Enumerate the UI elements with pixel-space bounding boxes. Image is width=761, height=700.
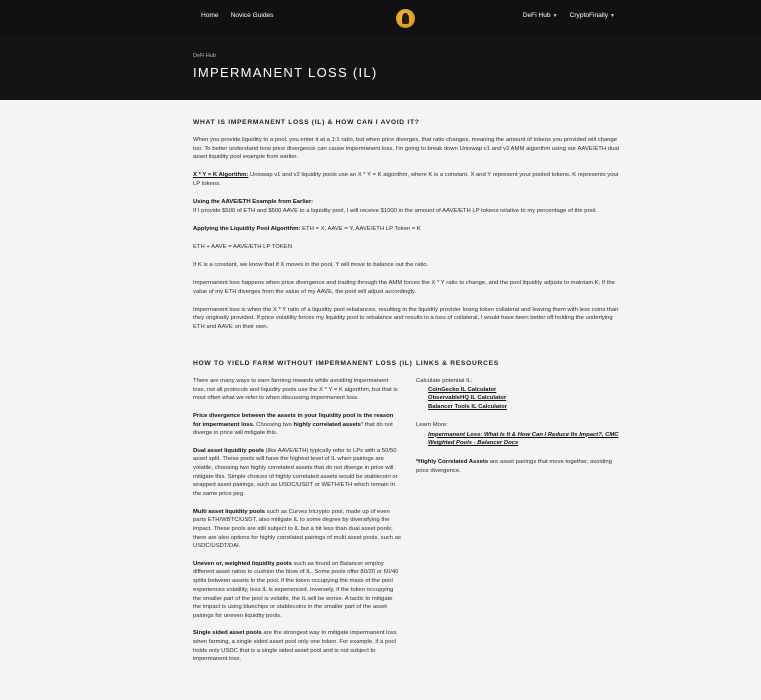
divergence-bold: Price divergence between the assets in your liquidity pool is the reason for impermanent loss. (193, 412, 394, 428)
weighted-text: such as found on Balancer employ different asset ratios to cushion the blow of IL. Some pools offer 80/20 or 60/40 splits between assets in the pool, if the token occupying the mass of the pool experiences volatility, less IL is experienced. Inversely, if the token occupying the smaller part of the pool is volatile, the IL will be worse. A tactic to mitigate the impact is using bluechips or stablecoins in the smaller part of the asset pairings for uneven liquidity pools. (193, 560, 399, 619)
coingecko-calculator-link[interactable]: CoinGecko IL Calculator (428, 386, 497, 393)
nav-defi-hub-label: DeFi Hub (522, 12, 551, 19)
example-label: Using the AAVE/ETH Example from Earlier: (193, 199, 314, 206)
footnote-bold: *Highly Correlated Assets (416, 458, 489, 465)
page-hero (0, 36, 761, 100)
chevron-down-icon: ▼ (552, 13, 558, 19)
ways-paragraph: There are many ways to earn farming rewards while avoiding impermanent loss, not all protocols and liquidity pools use the X * Y = K algorithm, but that is most often what we refer to when discussing impermanent loss. (193, 378, 398, 402)
section-heading-what-is-il: WHAT IS IMPERMANENT LOSS (IL) & HOW CAN I AVOID IT? (193, 119, 420, 126)
cmc-article-link[interactable]: Impermanent Loss: What Is It & How Can I Reduce Its Impact?, CMC (428, 431, 619, 438)
single-sided-paragraph (193, 629, 401, 664)
list-item (428, 386, 621, 395)
calc-label: Calculate potential IL: (416, 378, 473, 384)
multi-asset-text: such as Curves tricrypto pool, made up of even parts ETH/WBTC/USDT, also mitigate IL to some degree by diversifying the impact. These pools are still subject to IL but a bit less than dual asset pools; there are also options for highly correlated pairings of multi asset pools, such as USDC/USDT/DAI. (193, 508, 401, 550)
constant-paragraph: If K is a constant, we know that if X moves in the pool, Y will move to balance out the ratio. (193, 261, 429, 268)
algorithm-text: Uniswap v1 and v2 liquidity pools use an X * Y = K algorithm, where K is a constant. X and Y represent your pooled tokens. K represents your LP tokens. (193, 172, 619, 188)
nav-novice-guides-link[interactable]: Novice Guides (230, 12, 274, 19)
balancer-docs-link[interactable]: Weighted Pools - Balancer Docs (428, 440, 519, 447)
list-item (428, 394, 621, 403)
section-heading-links: LINKS & RESOURCES (416, 360, 499, 367)
observablehq-calculator-link[interactable]: ObservableHQ IL Calculator (428, 395, 507, 402)
intro-paragraph: When you provide liquidity to a pool, you enter it at a 1:1 ratio, but when price diverges, that ratio changes, meaning the amount of tokens you provided will change too. To better understand how price divergence can cause impermanent loss, I'm going to break down Uniswap v1 and v2 AMM algorithm using our AAVE/ETH dual asset liquidity pool example from earlier. (193, 137, 619, 161)
calculator-list (416, 386, 621, 412)
dual-asset-bold: Dual asset liquidity pools (193, 447, 265, 454)
breadcrumb[interactable]: DeFi Hub (193, 53, 216, 59)
logo-figure-icon (402, 13, 409, 24)
main-article (193, 118, 621, 341)
nav-left (201, 12, 273, 19)
nav-right (523, 12, 615, 19)
example-paragraph (193, 198, 621, 215)
equation-paragraph: ETH + AAVE = AAVE/ETH LP TOKEN (193, 243, 292, 250)
chevron-down-icon: ▼ (610, 13, 615, 19)
links-resources-column (416, 359, 621, 485)
weighted-bold: Uneven or, weighted liquidity pools (193, 560, 292, 567)
list-item (428, 431, 621, 440)
nav-cryptofinally-label: CryptoFinally (569, 12, 609, 19)
divergence-text-b: * that do not diverge in price will mitigate this. (193, 421, 393, 437)
happens-paragraph: Impermanent loss happens when price divergence and trading through the AMM forces the X * Y ratio to change, and the pool liquidity adjusts to maintain K; If the value of my ETH diverges from the value of my AAVE, the pool will adjust accordingly. (193, 279, 615, 295)
nav-home-link[interactable]: Home (201, 12, 219, 19)
algorithm-label: X * Y = K Algorithm: (193, 172, 249, 179)
multi-asset-paragraph (193, 508, 401, 552)
section-heading-yield-farm: HOW TO YIELD FARM WITHOUT IMPERMANENT LOSS (IL) (193, 360, 413, 367)
single-sided-bold: Single sided asset pools (193, 630, 262, 637)
divergence-paragraph (193, 412, 401, 438)
algorithm-paragraph (193, 171, 621, 188)
dual-asset-text: (like AAVE/ETH) typically refer to LPs with a 50/50 asset split. These pools will have the highest level of IL when pairings are volatile, choosing two highly correlated assets that do not diverge in price will mitigate this. Simple choices of highly correlated assets would be stablecoin or wrapped asset pairings, such as USDC/USDT or WETH/ETH which remain in the same price peg. (193, 447, 398, 498)
footnote-paragraph (416, 458, 621, 475)
learn-label: Learn More: (416, 421, 448, 428)
multi-asset-bold: Multi asset liquidity pools (193, 508, 266, 515)
site-logo[interactable] (396, 9, 415, 28)
weighted-paragraph (193, 560, 401, 621)
yield-farm-column (193, 359, 413, 673)
nav-defi-hub-dropdown[interactable] (523, 12, 558, 19)
top-navbar (0, 0, 761, 36)
apply-label: Applying the Liquidity Pool Algorithm: (193, 225, 301, 232)
dual-asset-paragraph (193, 447, 401, 499)
single-sided-text: are the strongest way to mitigate impermanent loss when farming, a single sided asset pool only one token. For example, if a pool holds only USDC that is a single sided asset pool and is not subject to impermanent loss. (193, 630, 397, 663)
learn-more-list (416, 431, 621, 448)
list-item (428, 403, 621, 412)
divergence-text-a: Choosing two (254, 421, 294, 428)
apply-paragraph (193, 225, 621, 234)
balancer-calculator-link[interactable]: Balancer Tools IL Calculator (428, 404, 507, 411)
correlated-bold: highly correlated assets (293, 421, 361, 428)
example-text: If I provide $500 of ETH and $500 AAVE to a liquidity pool, I will receive $1000 in the amount of AAVE/ETH LP tokens relative to my percentage of the pool. (193, 207, 598, 214)
when-paragraph: Impermanent loss is when the X * Y ratio of a liquidity pool rebalances, resulting in the liquidity provider losing token collateral and leaving them with less coins than they originally provided. If price volatility forces my liquidity pool to rebalance and results in a loss of collateral, I would have been better off holding the underlying ETH and AAVE on their own. (193, 306, 619, 330)
apply-text: ETH = X, AAVE = Y, AAVE/ETH LP Token = K (300, 225, 421, 232)
page-title: IMPERMANENT LOSS (IL) (193, 65, 378, 80)
footnote-text: are asset pairings that move together, avoiding price divergence. (416, 458, 612, 474)
list-item (428, 439, 621, 448)
nav-cryptofinally-dropdown[interactable] (570, 12, 615, 19)
